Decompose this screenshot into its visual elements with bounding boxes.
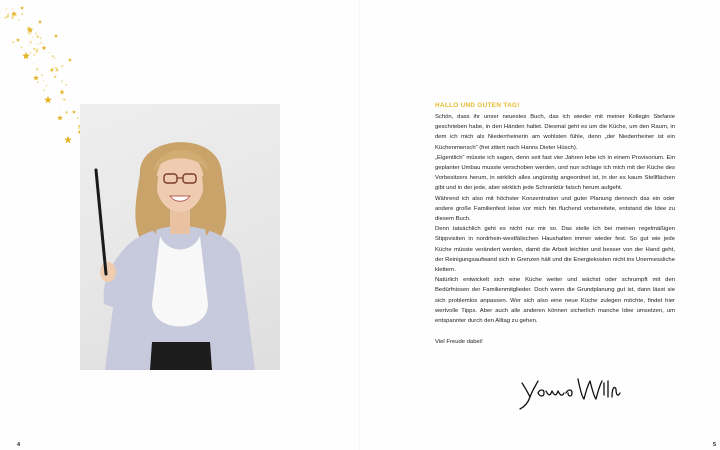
sparkle-dot xyxy=(50,70,51,71)
sparkle-dot xyxy=(40,37,42,39)
sparkle-dot xyxy=(37,82,39,84)
sparkle-dot xyxy=(18,27,19,28)
sparkle-dot xyxy=(58,97,59,98)
sparkle-dot xyxy=(51,70,53,72)
sparkle-dot xyxy=(39,33,40,34)
intro-paragraph: Denn tatsächlich geht es nicht nur mir so. Das stelle ich bei meinen regelmäßigen Stippvisiten in nordrhein-westfälischen Haushalten immer wieder fest. So gut wie jede Küche müsste verändert werden, damit die Arbeit leichter und besser von der Hand geht, der Reinigungsaufwand sich in Grenzen hält und die Energiekosten nicht ins Unermessliche klettern. xyxy=(435,226,675,274)
sparkle-star xyxy=(11,11,17,16)
sparkle-dot xyxy=(61,93,63,95)
sparkle-dot xyxy=(36,68,38,70)
sparkle-dot xyxy=(61,66,63,68)
sparkle-dot xyxy=(36,35,38,37)
page-gutter xyxy=(359,0,361,450)
sparkle-dot xyxy=(52,67,54,69)
handwritten-signature xyxy=(518,375,622,411)
sparkle-dot xyxy=(10,33,11,34)
sparkle-dot xyxy=(59,106,60,107)
portrait-photo xyxy=(80,104,280,370)
sparkle-dot xyxy=(29,33,31,35)
sparkle-star xyxy=(68,58,72,62)
sparkle-dot xyxy=(29,43,30,44)
sparkle-dot xyxy=(12,17,14,19)
sparkle-dot xyxy=(61,80,63,82)
page-number-left: 4 xyxy=(17,442,21,448)
sparkle-dot xyxy=(12,41,15,44)
sparkle-dot xyxy=(40,42,42,44)
intro-paragraph: Während ich also mit höchster Konzentration und guter Planung dennoch das ein oder andere große Familienfest leise vor mich hin fluchend vorbereitete, entstand die Idee zu diesem Buch. xyxy=(435,195,675,223)
sparkle-dot xyxy=(18,19,19,20)
intro-paragraph: „Eigentlich“ müsste ich sagen, denn seit fast vier Jahren lebe ich in einem Provisorium. Ein geplanter Umbau musste verschoben werden, und nun schlage ich mich mit der Küche des Vorbesitzers herum, in wirklich alles ungünstig angeordnet ist, in der es kaum Stellflächen gibt und in der jede, aber wirklich jede Schranktür falsch herum aufgeht. xyxy=(435,154,675,192)
sparkle-star xyxy=(33,75,39,80)
sparkle-dot xyxy=(61,98,62,99)
signoff: Viel Freude dabei! xyxy=(435,339,483,346)
sparkle-dot xyxy=(54,57,55,58)
sparkle-dot xyxy=(16,15,18,17)
sparkle-dot xyxy=(67,93,68,94)
sparkle-star xyxy=(42,46,47,51)
sparkle-dot xyxy=(46,86,47,87)
sparkle-dot xyxy=(77,117,79,119)
sparkle-dot xyxy=(66,111,68,113)
sparkle-star xyxy=(57,115,63,120)
sparkle-star xyxy=(44,96,52,103)
sparkle-star xyxy=(54,34,58,38)
sparkle-dot xyxy=(52,55,54,57)
sparkle-dot xyxy=(32,37,33,38)
sparkle-dot xyxy=(41,74,43,76)
sparkle-dot xyxy=(7,15,9,17)
sparkle-dot xyxy=(54,76,56,78)
sparkle-dot xyxy=(65,84,67,86)
intro-heading: HALLO UND GUTEN TAG! xyxy=(435,102,520,109)
sparkle-dot xyxy=(7,14,9,16)
sparkle-dot xyxy=(27,32,28,33)
sparkle-dot xyxy=(27,27,30,30)
sparkle-dot xyxy=(5,11,6,12)
sparkle-dot xyxy=(43,52,44,53)
sparkle-star xyxy=(64,136,72,143)
sparkle-dot xyxy=(43,80,44,81)
page-number-right: 5 xyxy=(713,442,717,448)
sparkle-dot xyxy=(55,67,57,69)
sparkle-dot xyxy=(63,98,66,101)
sparkle-dot xyxy=(6,8,8,10)
sparkle-dot xyxy=(38,43,39,44)
sparkle-dot xyxy=(49,52,50,53)
sparkle-dot xyxy=(32,63,33,64)
intro-paragraph: Schön, dass ihr unser neuestes Buch, das ich wieder mit meiner Kollegin Stefanie geschrieben habe, in den Händen haltet. Diesmal geht es um die Küche, um den Raum, in dem ich mich als Niederrheinerin am wohlsten fühle, denn „der Niederrheiner ist ein Küchenmensch“ (frei zitiert nach Hanns Dieter Hüsch). xyxy=(435,114,675,151)
sparkle-dot xyxy=(4,17,6,19)
sparkle-dot xyxy=(28,31,29,32)
sparkle-dot xyxy=(30,52,32,54)
sparkle-dot xyxy=(35,50,37,52)
sparkle-star xyxy=(38,20,42,24)
sparkle-dot xyxy=(19,20,20,21)
sparkle-star xyxy=(72,110,76,114)
intro-paragraph: Natürlich entwickelt sich eine Küche weiter und wächst oder schrumpft mit den Bedürfnissen der Familienmitglieder. Doch wenn die Grundplanung gut ist, dann lässt sie sich problemlos anpassen. Wer sich also eine neue Küche zulegen möchte, findet hier wertvolle Tipps. Aber auch alle anderen können sicherlich manche Idee umsetzen, um entspannter durch den Alltag zu gehen. xyxy=(435,277,675,325)
sparkle-dot xyxy=(20,46,22,48)
sparkle-dot xyxy=(35,33,37,35)
sparkle-dot xyxy=(33,54,35,56)
sparkle-dot xyxy=(12,8,14,10)
sparkle-star xyxy=(22,52,30,59)
sparkle-dot xyxy=(43,89,45,91)
sparkle-dot xyxy=(33,48,36,51)
intro-text-column xyxy=(435,101,675,347)
sparkle-star xyxy=(20,6,24,10)
sparkle-star xyxy=(16,38,20,42)
sparkle-dot xyxy=(30,41,32,43)
sparkle-dot xyxy=(21,13,23,15)
